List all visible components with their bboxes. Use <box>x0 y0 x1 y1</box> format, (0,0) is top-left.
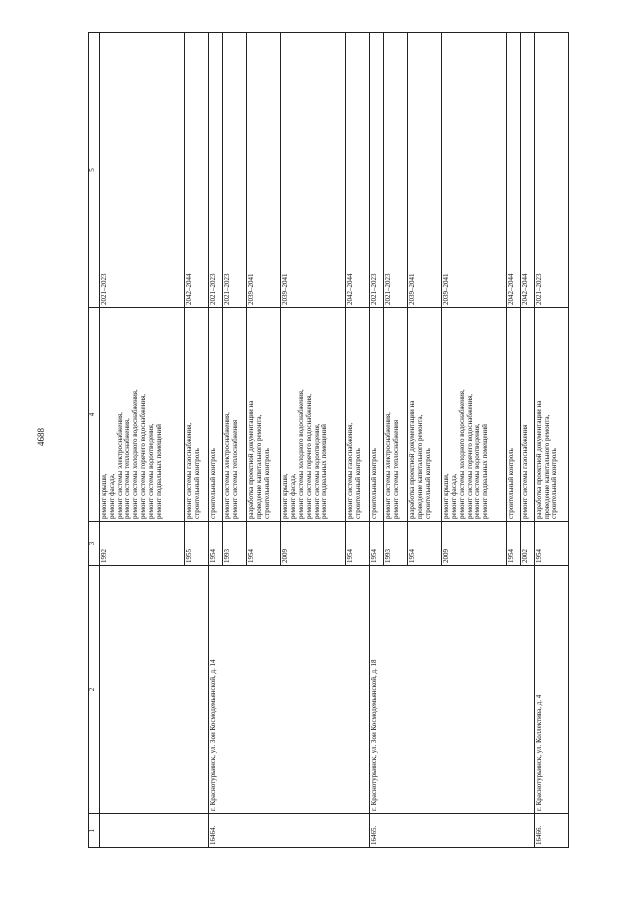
year-cell: 1954 <box>407 522 441 566</box>
table-row <box>208 33 222 848</box>
work-cell: строительный контроль <box>208 308 222 522</box>
col-header-3: 3 <box>89 522 100 566</box>
period-cell: 2021–2023 <box>534 33 568 308</box>
year-cell: 1954 <box>246 522 280 566</box>
address-cell <box>100 566 209 814</box>
year-cell: 1993 <box>383 522 407 566</box>
work-cell: строительный контроль <box>369 308 383 522</box>
work-cell: ремонт системы газоснабжения, строительный контроль <box>184 308 208 522</box>
period-cell: 2042–2044 <box>506 33 520 308</box>
period-cell: 2039–2041 <box>407 33 441 308</box>
year-cell: 1954 <box>208 522 222 566</box>
period-cell: 2039–2041 <box>442 33 507 308</box>
work-cell: разработка проектной документации на проведение капитального ремонта, строительный контроль <box>246 308 280 522</box>
period-cell: 2042–2044 <box>184 33 208 308</box>
address-cell: г. Краснотурьинск, ул. Коллектива, д. 4 <box>534 566 568 814</box>
year-cell: 1954 <box>506 522 520 566</box>
work-cell: ремонт системы электроснабжения, ремонт системы теплоснабжения <box>222 308 246 522</box>
rotated-table-container <box>88 33 569 848</box>
col-header-2: 2 <box>89 566 100 814</box>
work-cell: разработка проектной документации на проведение капитального ремонта, строительный контроль <box>534 308 568 522</box>
period-cell: 2042–2044 <box>520 33 534 308</box>
work-cell: строительный контроль <box>506 308 520 522</box>
period-cell: 2021–2023 <box>383 33 407 308</box>
work-cell: ремонт системы газоснабжения, строительный контроль <box>345 308 369 522</box>
table-row <box>534 33 568 848</box>
year-cell: 1955 <box>184 522 208 566</box>
year-cell: 1954 <box>345 522 369 566</box>
period-cell: 2021–2023 <box>208 33 222 308</box>
row-number-cell: 16464. <box>208 814 369 848</box>
col-header-5: 5 <box>89 33 100 308</box>
col-header-1: 1 <box>89 814 100 848</box>
year-cell: 2009 <box>442 522 507 566</box>
repair-schedule-table <box>88 32 569 848</box>
col-header-4: 4 <box>89 308 100 522</box>
year-cell: 2002 <box>520 522 534 566</box>
address-cell: г. Краснотурьинск, ул. Зои Космодемьянской, д. 14 <box>208 566 369 814</box>
table-row <box>369 33 383 848</box>
work-cell: ремонт крыши, ремонт фасада, ремонт системы холодного водоснабжения, ремонт системы горячего водоснабжения, ремонт системы водоотведения, ремонт подвальных помещений <box>442 308 507 522</box>
work-cell: ремонт системы газоснабжения <box>520 308 534 522</box>
page-number: 4688 <box>36 428 46 446</box>
header-row <box>89 33 100 848</box>
period-cell: 2021–2023 <box>222 33 246 308</box>
row-number-cell <box>100 814 209 848</box>
table-row <box>100 33 185 848</box>
row-number-cell: 16466. <box>534 814 568 848</box>
year-cell: 1993 <box>222 522 246 566</box>
period-cell: 2039–2041 <box>281 33 346 308</box>
work-cell: ремонт крыши, ремонт фасада, ремонт системы холодного водоснабжения, ремонт системы горячего водоснабжения, ремонт системы водоотведения, ремонт подвальных помещений <box>281 308 346 522</box>
address-cell: г. Краснотурьинск, ул. Зои Космодемьянской, д. 18 <box>369 566 534 814</box>
work-cell: ремонт крыши, ремонт фасада, ремонт системы электроснабжения, ремонт системы теплоснабжения, ремонт системы холодного водоснабжения, ремонт системы горячего водоснабжения, ремонт системы водоотведения, ремонт подвальных помещений <box>100 308 185 522</box>
work-cell: разработка проектной документации на проведение капитального ремонта, строительный контроль <box>407 308 441 522</box>
period-cell: 2039–2041 <box>246 33 280 308</box>
year-cell: 1954 <box>369 522 383 566</box>
period-cell: 2021–2023 <box>100 33 185 308</box>
year-cell: 2009 <box>281 522 346 566</box>
period-cell: 2021–2023 <box>369 33 383 308</box>
row-number-cell: 16465. <box>369 814 534 848</box>
work-cell: ремонт системы электроснабжения, ремонт системы теплоснабжения <box>383 308 407 522</box>
year-cell: 1954 <box>534 522 568 566</box>
period-cell: 2042–2044 <box>345 33 369 308</box>
year-cell: 1992 <box>100 522 185 566</box>
